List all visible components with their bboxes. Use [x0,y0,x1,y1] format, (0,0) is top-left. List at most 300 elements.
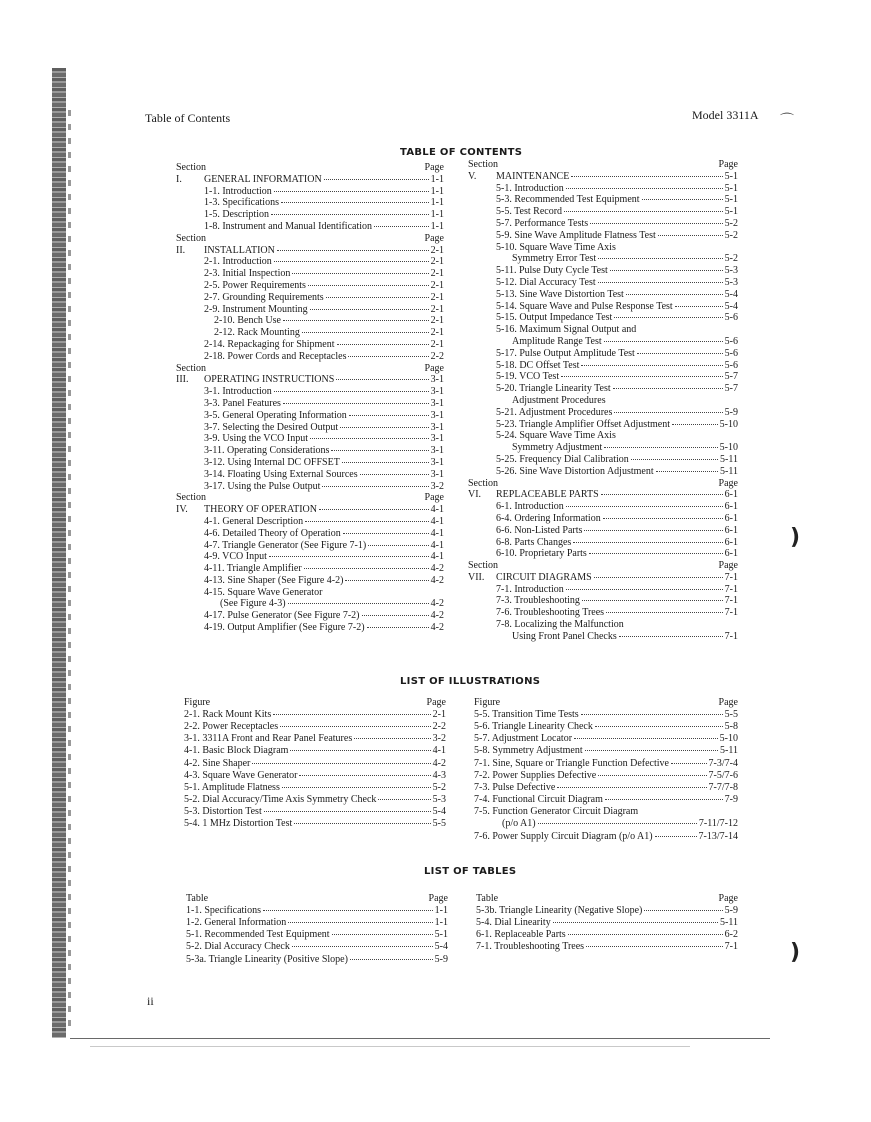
list-entry-label: 5-2. Dial Accuracy/Time Axis Symmetry Check [184,794,377,806]
tables-title: LIST OF TABLES [424,866,517,877]
list-entry-label: 5-2. Dial Accuracy Check [186,941,290,953]
list-entry-row [186,941,448,953]
page-ref: 5-2 [432,781,446,793]
toc-entry-continued [468,395,738,407]
dot-leader [299,774,430,776]
page-ref: 1-1 [430,209,444,221]
dot-leader [586,945,723,947]
dot-leader [332,933,433,935]
dot-leader [304,567,429,569]
page-ref: 4-2 [430,563,444,575]
section-title: REPLACEABLE PARTS [496,489,599,501]
illustrations-right-column [474,697,738,843]
toc-entry-row [176,598,444,610]
dot-leader [336,378,428,380]
toc-entry-label [176,174,322,186]
list-entry-row [474,794,738,806]
dot-leader [252,762,430,764]
page-ref: 4-1 [430,551,444,563]
page-ref: 3-1 [430,433,444,445]
page-bottom-shadow [90,1046,690,1047]
toc-entry-row [468,265,738,277]
toc-entry-label: 2-12. Rack Mounting [214,327,300,339]
toc-entry-row [176,339,444,351]
toc-entry-label: Symmetry Adjustment [512,442,603,454]
list-entry-row [184,721,446,733]
page-ref: 2-1 [430,315,444,327]
dot-leader [671,762,707,764]
dot-leader [568,933,723,935]
section-title: CIRCUIT DIAGRAMS [496,571,592,583]
page-ref: 7-9 [724,794,738,806]
section-title: THEORY OF OPERATION [204,504,317,516]
toc-entry-label: 5-26. Sine Wave Distortion Adjustment [496,465,654,477]
list-entry-label: 5-3a. Triangle Linearity (Positive Slope) [186,953,348,965]
dot-leader [613,387,723,389]
page-ref: 2-2 [432,720,446,732]
toc-entry-label: 6-10. Proprietary Parts [496,548,587,560]
list-entry-row [184,745,446,757]
section-col-label: Section [468,159,498,170]
dot-leader [631,458,718,460]
toc-section-row [176,374,444,386]
toc-entry-row [468,253,738,265]
dot-leader [557,786,706,788]
dot-leader [656,470,718,472]
list-entry-label: 5-5. Transition Time Tests [474,708,579,720]
dot-leader [292,272,428,274]
page-ref: 4-2 [430,574,444,586]
dot-leader [614,316,722,318]
list-entry-label: 5-1. Recommended Test Equipment [186,929,330,941]
dot-leader [294,822,430,824]
binding-edge [52,68,66,1038]
toc-entry-row [468,466,738,478]
list-entry-label: 6-1. Replaceable Parts [476,929,566,941]
list-entry-label: 7-6. Power Supply Circuit Diagram (p/o A1) [474,830,653,842]
toc-entry-label: 5-10. Square Wave Time Axis [496,241,616,253]
dot-leader [322,485,428,487]
dot-leader [288,602,429,604]
binding-edge-shadow [68,110,71,1030]
page-ref: 4-1 [430,515,444,527]
page-ref: 7-13/7-14 [698,830,738,842]
list-entry-row [184,709,446,721]
section-header-row [176,162,444,174]
toc-section-row [468,171,738,183]
page-ref: 7-3/7-4 [708,757,738,769]
toc-entry-label: 5-19. VCO Test [496,371,560,383]
page-ref: 5-5 [432,818,446,830]
toc-entry-label: 3-3. Panel Features [204,397,281,409]
section-col-label: Section [176,492,206,504]
illustrations-title: LIST OF ILLUSTRATIONS [400,676,541,687]
section-col-label: Section [468,560,498,572]
list-entry-row [184,806,446,818]
dot-leader [581,713,723,715]
toc-entry-label: 4-11. Triangle Amplifier [204,563,302,575]
toc-entry-label: 4-17. Pulse Generator (See Figure 7-2) [204,610,360,622]
toc-entry-row [468,312,738,324]
page-ref: 2-1 [430,256,444,268]
tables-right-column [476,893,738,954]
illustrations-left-column [184,697,446,831]
list-entry-label: 7-3. Pulse Defective [474,781,556,793]
list-entry-row [474,770,738,782]
toc-entry-row [468,383,738,395]
toc-entry-row [176,351,444,363]
dot-leader [642,198,723,200]
toc-entry-label: 6-6. Non-Listed Parts [496,524,583,536]
toc-entry-label: 6-8. Parts Changes [496,536,572,548]
list-entry-row [474,745,738,757]
toc-entry-row [176,610,444,622]
list-entry-label: 5-1. Amplitude Flatness [184,781,280,793]
toc-entry-label [468,489,599,501]
dot-leader [349,414,429,416]
dot-leader [601,493,723,495]
toc-entry-label [468,171,569,183]
binder-hole-mark: ) [790,940,801,965]
toc-entry-label: 3-7. Selecting the Desired Output [204,421,339,433]
page-ref: 1-1 [430,220,444,232]
toc-entry-row [176,422,444,434]
section-title: INSTALLATION [204,244,275,256]
dot-leader [342,461,429,463]
page-ref: 5-8 [724,720,738,732]
page-ref: 5-7 [724,371,738,383]
list-entry-row [474,831,738,843]
section-col-label: Section [176,362,206,374]
dot-leader [324,178,429,180]
list-entry-label: 5-4. 1 MHz Distortion Test [184,818,293,830]
toc-entry-label: 5-20. Triangle Linearity Test [496,383,611,395]
page-ref: 2-1 [430,291,444,303]
toc-entry-row [468,371,738,383]
list-entry-label: 5-7. Adjustment Locator [474,733,573,745]
toc-entry-label: Using Front Panel Checks [512,630,617,642]
page-ref: 5-2 [724,217,738,229]
page-ref: 4-2 [432,757,446,769]
toc-entry-row [176,256,444,268]
page-ref: 5-6 [724,335,738,347]
toc-entry-row [176,292,444,304]
toc-entry-label [176,374,334,386]
page-col-label: Page [424,362,444,374]
list-entry-row [474,758,738,770]
dot-leader [340,426,429,428]
toc-section-row [176,504,444,516]
list-entry-row [474,806,738,818]
toc-entry-row [468,442,738,454]
section-number: III. [176,374,189,386]
page-ref: 5-9 [724,904,738,916]
page-ref: 2-2 [430,350,444,362]
dot-leader [310,308,429,310]
page-col-label: Page [718,560,738,572]
toc-entry-row [176,575,444,587]
page-ref: 7-1 [724,941,738,953]
page-ref: 3-1 [430,374,444,386]
dot-leader [367,626,429,628]
toc-entry-label [468,572,592,584]
list-entry-row [476,929,738,941]
list-entry-label: 7-5. Function Generator Circuit Diagram [474,806,639,818]
dot-leader [273,713,430,715]
page-ref: 5-6 [724,359,738,371]
page-ref: 2-1 [430,338,444,350]
toc-section-row [176,245,444,257]
section-header-row [176,492,444,504]
page-ref: 4-2 [430,622,444,634]
dot-leader [538,822,697,824]
toc-entry-row [468,454,738,466]
page-ref: 3-1 [430,421,444,433]
toc-entry-label: 6-1. Introduction [496,501,564,513]
list-entry-row [474,782,738,794]
dot-leader [350,958,433,960]
dot-leader [378,798,430,800]
page-ref: 4-1 [430,504,444,516]
page-ref: 5-4 [432,806,446,818]
dot-leader [283,319,429,321]
toc-entry-label: 5-23. Triangle Amplifier Offset Adjustment [496,418,670,430]
dot-leader [658,234,723,236]
toc-entry-row [468,277,738,289]
toc-entry-label: 5-11. Pulse Duty Cycle Test [496,265,608,277]
dot-leader [564,210,723,212]
dot-leader [280,725,431,727]
figure-col-label: Figure [184,697,211,708]
toc-entry-label: 3-14. Floating Using External Sources [204,468,358,480]
dot-leader [566,588,723,590]
page-ref: 2-1 [430,244,444,256]
page-ref: 5-4 [724,288,738,300]
page-ref: 5-7 [724,383,738,395]
dot-leader [561,375,723,377]
toc-entry-label: 5-3. Recommended Test Equipment [496,194,640,206]
list-entry-label: 4-2. Sine Shaper [184,757,251,769]
dot-leader [282,786,431,788]
toc-entry-label: 7-1. Introduction [496,583,564,595]
toc-entry-row [176,386,444,398]
dot-leader [605,798,723,800]
list-entry-row [474,721,738,733]
list-entry-label: 5-3b. Triangle Linearity (Negative Slope) [476,904,643,916]
toc-entry-row [176,622,444,634]
page-ref: 2-1 [432,708,446,720]
section-header-row [468,478,738,490]
page-ref: 5-11 [720,745,738,757]
dot-leader [566,505,723,507]
section-header-row [176,233,444,245]
page-ref: 5-11 [720,465,738,477]
dot-leader [308,284,429,286]
toc-entry-row [176,410,444,422]
section-number: V. [468,170,477,182]
dot-leader [354,737,430,739]
dot-leader [584,529,722,531]
list-entry-label: 7-2. Power Supplies Defective [474,769,597,781]
toc-entry-label: 4-13. Sine Shaper (See Figure 4-2) [204,574,344,586]
toc-entry-label: 4-7. Triangle Generator (See Figure 7-1) [204,539,367,551]
page-ref: 5-3 [724,265,738,277]
page-ref: 6-2 [724,929,738,941]
binder-hole-mark: ) [790,525,801,550]
dot-leader [573,541,722,543]
toc-entry-row [176,433,444,445]
page-ref: 5-5 [724,708,738,720]
page-ref: 2-1 [430,268,444,280]
toc-entry-label: 2-5. Power Requirements [204,279,306,291]
list-entry-label: 7-1. Sine, Square or Triangle Function Defective [474,757,669,769]
table-col-label: Table [476,893,499,904]
dot-leader [277,249,429,251]
list-entry-label: 5-6. Triangle Linearity Check [474,720,593,732]
list-entry-row [474,733,738,745]
toc-entry-continued [468,242,738,254]
toc-entry-row [176,528,444,540]
section-col-label: Section [176,232,206,244]
dot-leader [603,517,723,519]
page-ref: 6-1 [724,512,738,524]
dot-leader [574,737,718,739]
toc-entry-label [176,504,317,516]
list-entry-row [184,782,446,794]
toc-title: TABLE OF CONTENTS [400,147,523,158]
page-ref: 5-1 [724,182,738,194]
toc-entry-label: 7-8. Localizing the Malfunction [496,619,624,631]
section-number: IV. [176,504,188,516]
toc-entry-row [468,407,738,419]
toc-entry-label: 1-5. Description [204,209,269,221]
section-number: VI. [468,489,482,501]
page-ref: 5-11 [720,916,738,928]
page-ref: 7-1 [724,630,738,642]
toc-entry-label: 3-5. General Operating Information [204,409,347,421]
page-col-label: Page [424,162,444,173]
toc-entry-row [468,289,738,301]
page-col-label: Page [424,232,444,244]
list-entry-label: 7-4. Functional Circuit Diagram [474,794,603,806]
page-ref: 2-1 [430,279,444,291]
toc-entry-label: 3-9. Using the VCO Input [204,433,308,445]
toc-entry-label: 5-12. Dial Accuracy Test [496,276,596,288]
toc-entry-continued [468,324,738,336]
list-entry-row [184,758,446,770]
toc-entry-label: 1-1. Introduction [204,185,272,197]
dot-leader [348,355,428,357]
page-ref: 1-1 [434,916,448,928]
toc-entry-label: 5-24. Square Wave Time Axis [496,430,616,442]
section-col-label: Section [468,477,498,489]
dot-leader [644,909,722,911]
toc-section-row [468,572,738,584]
toc-entry-label: 5-9. Sine Wave Amplitude Flatness Test [496,229,656,241]
running-header-right: Model 3311A [692,108,759,122]
dot-leader [292,945,433,947]
page-ref: 5-10 [719,733,738,745]
dot-leader [590,222,723,224]
dot-leader [269,555,429,557]
dot-leader [331,449,428,451]
page-ref: 6-1 [724,489,738,501]
list-entry-label: 5-4. Dial Linearity [476,916,551,928]
toc-entry-row [176,209,444,221]
toc-entry-label: 5-21. Adjustment Procedures [496,406,613,418]
page-ref: 4-1 [430,527,444,539]
toc-entry-label [176,245,275,257]
dot-leader [675,305,723,307]
toc-entry-row [468,360,738,372]
toc-entry-label: 6-4. Ordering Information [496,512,601,524]
toc-entry-row [176,327,444,339]
toc-entry-row [176,280,444,292]
toc-entry-label: 3-12. Using Internal DC OFFSET [204,456,340,468]
dot-leader [585,749,718,751]
toc-entry-label: 5-14. Square Wave and Pulse Response Test [496,300,673,312]
toc-entry-label: 5-5. Test Record [496,206,563,218]
dot-leader [595,725,723,727]
page-ref: 1-1 [430,185,444,197]
dot-leader [571,175,722,177]
list-entry-row [184,770,446,782]
toc-entry-row [176,304,444,316]
page-ref: 5-9 [434,953,448,965]
page-ref: 6-1 [724,501,738,513]
toc-entry-label: 4-9. VCO Input [204,551,267,563]
dot-leader [581,364,722,366]
toc-entry-row [468,336,738,348]
page-col-label: Page [718,477,738,489]
dot-leader [305,520,429,522]
list-entry-row [186,954,448,966]
toc-entry-label: 5-13. Sine Wave Distortion Test [496,288,624,300]
page-ref: 7-7/7-8 [708,781,738,793]
toc-entry-row [468,218,738,230]
dot-leader [290,749,430,751]
page-ref: 7-1 [724,571,738,583]
page-ref: 5-1 [724,170,738,182]
page-ref: 3-2 [430,480,444,492]
dot-leader [626,293,723,295]
toc-entry-row [468,348,738,360]
toc-entry-row [176,457,444,469]
dot-leader [271,213,429,215]
page-ref: 4-2 [430,598,444,610]
toc-entry-row [468,501,738,513]
toc-entry-label: 5-15. Output Impedance Test [496,312,613,324]
list-entry-label: 5-3. Distortion Test [184,806,262,818]
toc-entry-row [468,206,738,218]
page-ref: 3-1 [430,445,444,457]
page-ref: 1-1 [430,197,444,209]
toc-entry-row [176,551,444,563]
page-col-label: Page [718,697,738,708]
toc-entry-row [468,301,738,313]
page-ref: 5-3 [724,276,738,288]
list-entry-row [184,794,446,806]
toc-entry-label: 2-10. Bench Use [214,315,281,327]
toc-entry-row [176,186,444,198]
section-header-row [468,159,738,171]
toc-entry-label: 5-1. Introduction [496,182,564,194]
toc-entry-label: 5-7. Performance Tests [496,217,589,229]
dot-leader [598,257,723,259]
dot-leader [604,446,717,448]
page-ref: 6-1 [724,524,738,536]
toc-entry-label: 4-19. Output Amplifier (See Figure 7-2) [204,622,365,634]
